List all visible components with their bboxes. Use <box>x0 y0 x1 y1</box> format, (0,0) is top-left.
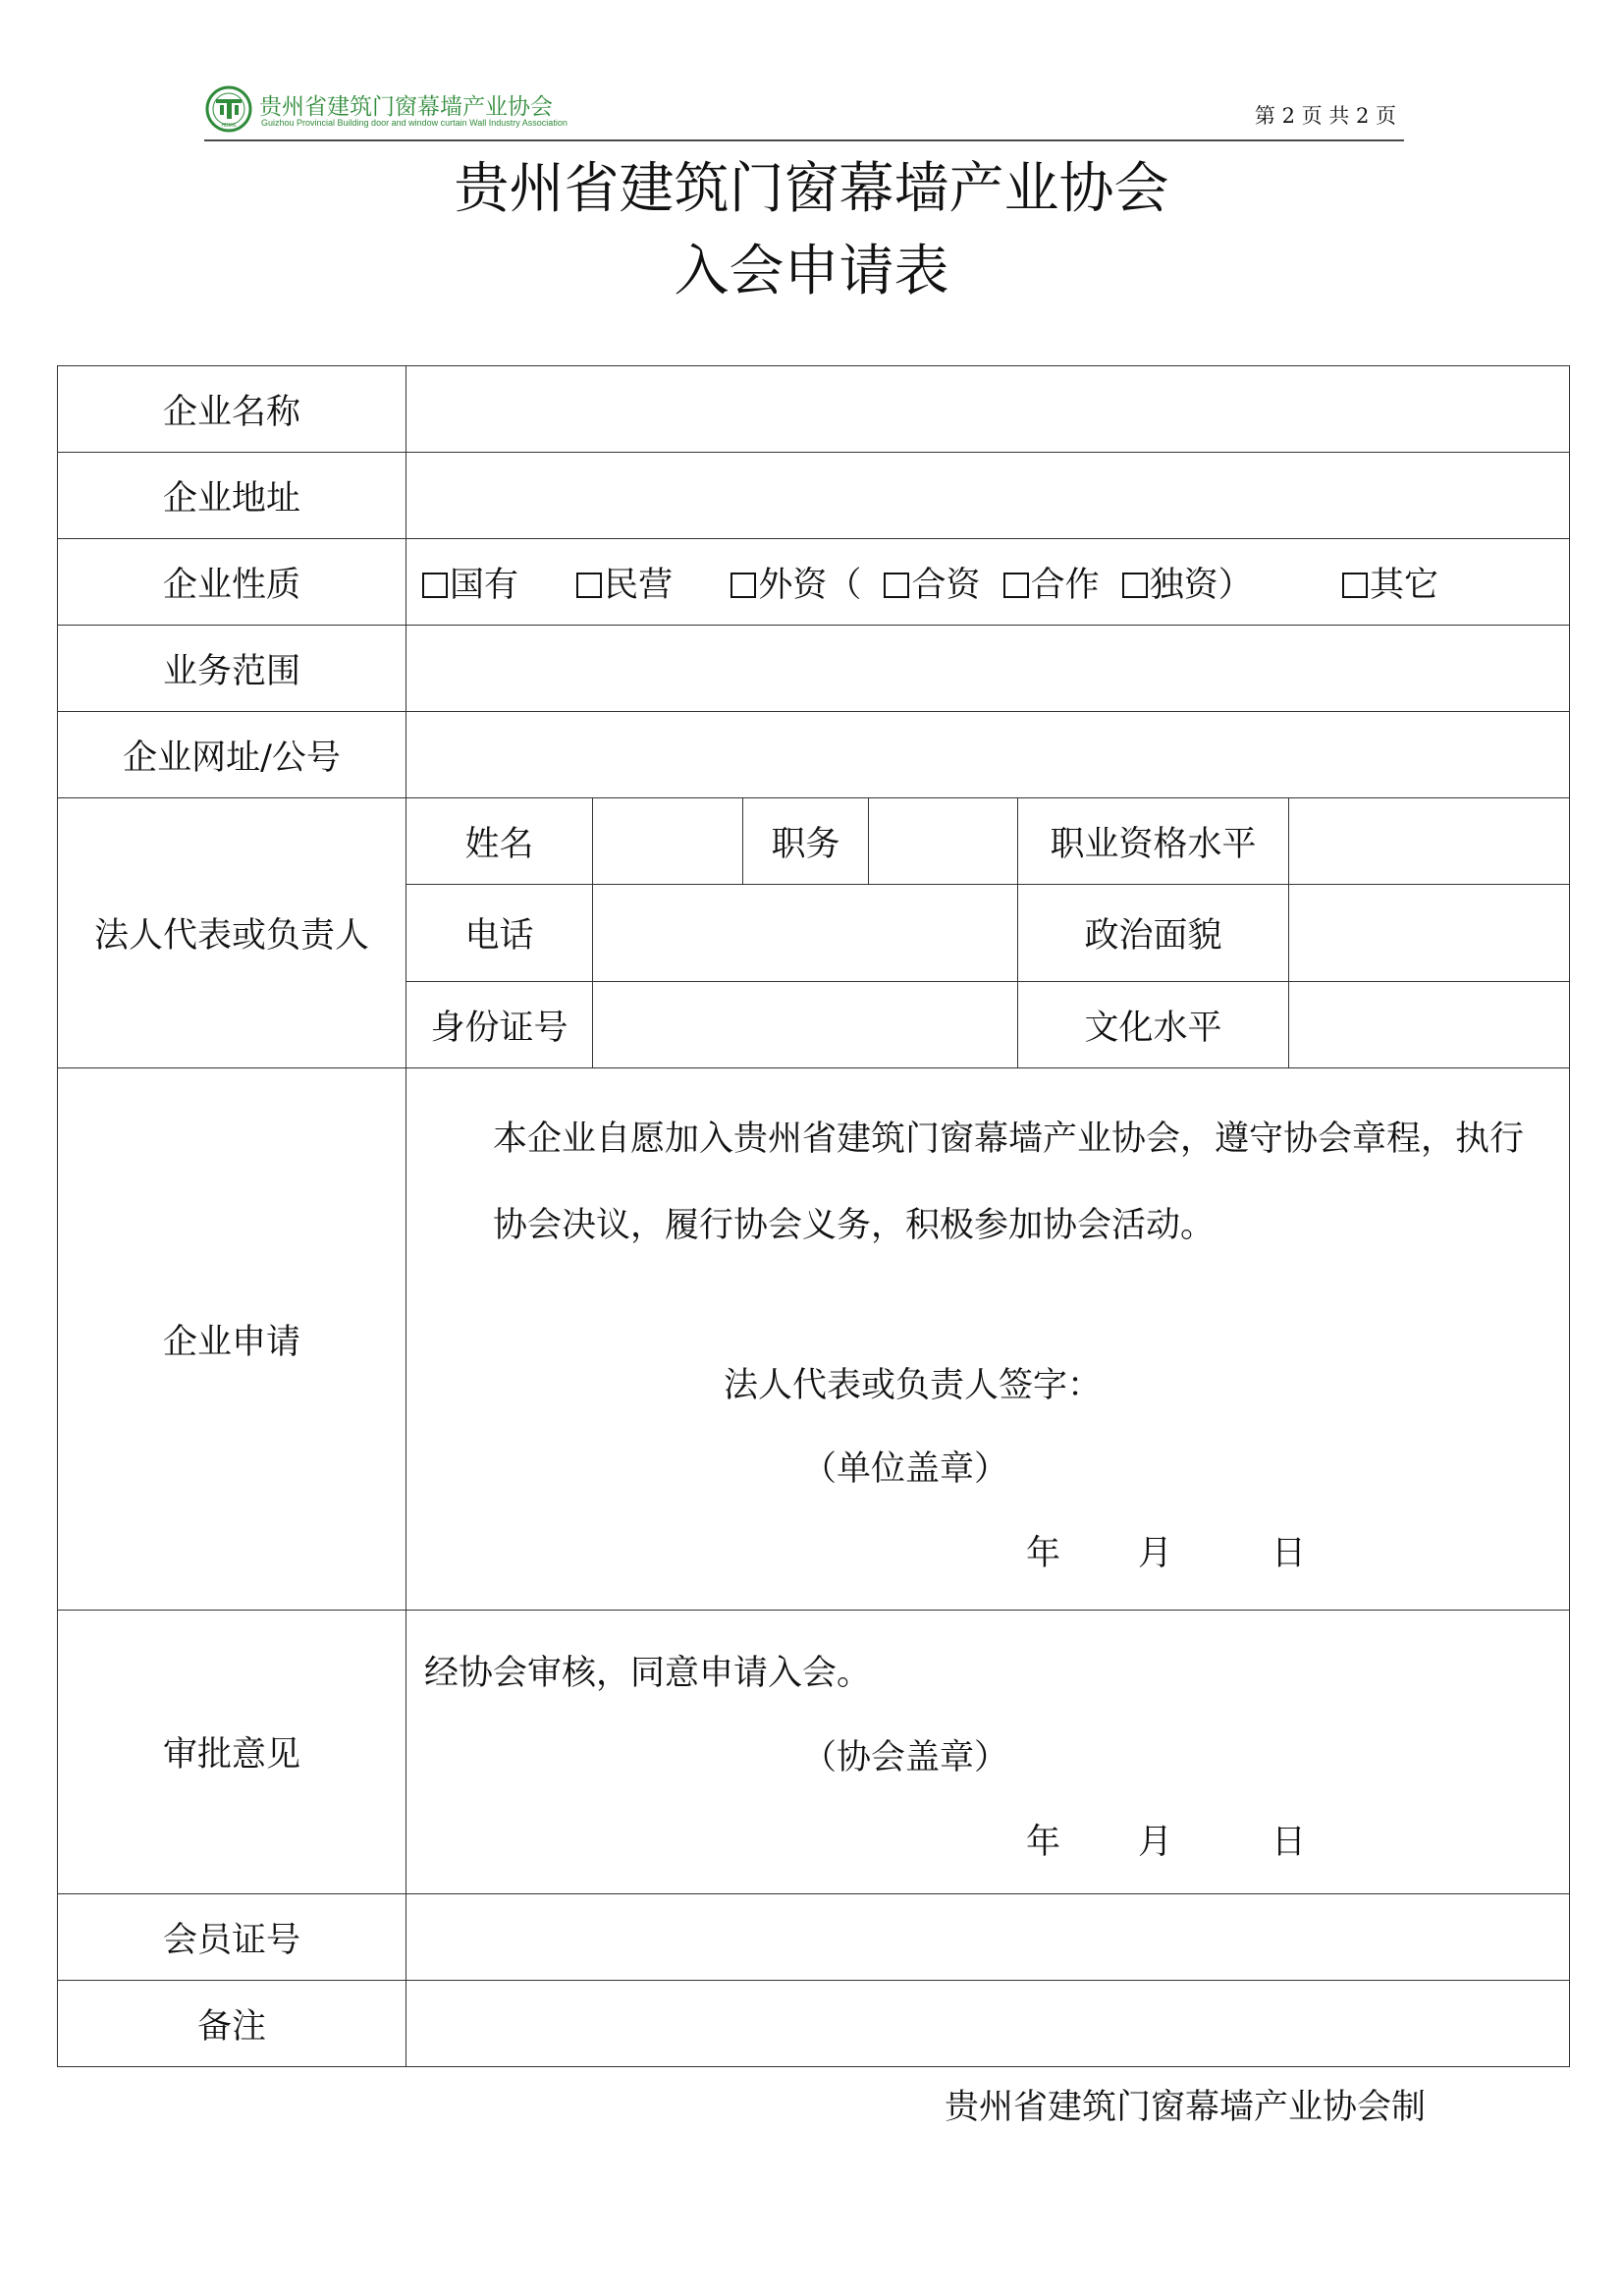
member-no-label: 会员证号 <box>58 1894 406 1981</box>
association-seal-label: （协会盖章） <box>802 1738 1009 1777</box>
political-field[interactable] <box>1289 885 1570 982</box>
name-label: 姓名 <box>406 798 593 885</box>
row-legal-rep-1 <box>58 798 1570 885</box>
membership-application-form <box>57 365 1570 2067</box>
row-approval <box>58 1611 1570 1894</box>
position-label: 职务 <box>743 798 869 885</box>
qualification-field[interactable] <box>1289 798 1570 885</box>
nature-option-other[interactable]: 其它 <box>1342 558 1438 607</box>
document-subtitle: 入会申请表 <box>674 240 949 303</box>
phone-field[interactable] <box>593 885 1018 982</box>
page-number: 第 2 页 共 2 页 <box>1254 104 1396 128</box>
nature-option-foreign[interactable]: 外资（ <box>730 558 861 607</box>
approval-cell <box>406 1611 1570 1894</box>
checkbox-icon[interactable] <box>730 573 756 598</box>
remarks-field[interactable] <box>406 1981 1570 2067</box>
company-address-field[interactable] <box>406 453 1570 539</box>
website-field[interactable] <box>406 712 1570 798</box>
logo-chinese-name: 贵州省建筑门窗幕墙产业协会 <box>259 94 553 120</box>
company-name-label: 企业名称 <box>58 366 406 453</box>
position-field[interactable] <box>869 798 1018 885</box>
checkbox-icon[interactable] <box>576 573 602 598</box>
checkbox-icon[interactable] <box>1342 573 1368 598</box>
id-label: 身份证号 <box>406 982 593 1068</box>
row-member-no <box>58 1894 1570 1981</box>
unit-seal-label: （单位盖章） <box>802 1449 1009 1489</box>
approval-label: 审批意见 <box>58 1611 406 1894</box>
document-title: 贵州省建筑门窗幕墙产业协会 <box>454 157 1169 221</box>
row-remarks <box>58 1981 1570 2067</box>
business-scope-label: 业务范围 <box>58 626 406 712</box>
logo-english-name: Guizhou Provincial Building door and window curtain Wall Industry Association <box>261 118 568 128</box>
row-company-nature <box>58 539 1570 626</box>
form-maker-footer: 贵州省建筑门窗幕墙产业协会制 <box>945 2088 1427 2127</box>
approval-statement: 经协会审核，同意申请入会。 <box>424 1654 872 1693</box>
approval-year-label: 年 <box>1026 1823 1061 1862</box>
date-year-label: 年 <box>1026 1534 1061 1573</box>
application-statement: 本企业自愿加入贵州省建筑门窗幕墙产业协会，遵守协会章程，执行协会决议，履行协会义务，积极参加协会活动。 <box>493 1120 1525 1245</box>
education-field[interactable] <box>1289 982 1570 1068</box>
phone-label: 电话 <box>406 885 593 982</box>
nature-option-coop[interactable]: 合作 <box>1003 558 1100 607</box>
nature-option-private[interactable]: 民营 <box>576 558 673 607</box>
association-logo <box>204 84 568 136</box>
website-label: 企业网址/公号 <box>58 712 406 798</box>
date-month-label: 月 <box>1138 1534 1173 1573</box>
company-address-label: 企业地址 <box>58 453 406 539</box>
checkbox-icon[interactable] <box>884 573 909 598</box>
nature-option-joint[interactable]: 合资 <box>884 558 980 607</box>
logo-mark-text: HBMG <box>221 123 237 129</box>
name-field[interactable] <box>593 798 743 885</box>
nature-option-state[interactable]: 国有 <box>422 558 518 607</box>
company-name-field[interactable] <box>406 366 1570 453</box>
page-header <box>204 84 1404 141</box>
signature-label: 法人代表或负责人签字： <box>724 1366 1103 1405</box>
legal-rep-label: 法人代表或负责人 <box>58 798 406 1068</box>
row-website <box>58 712 1570 798</box>
date-day-label: 日 <box>1271 1534 1307 1573</box>
company-nature-label: 企业性质 <box>58 539 406 626</box>
business-scope-field[interactable] <box>406 626 1570 712</box>
application-cell <box>406 1068 1570 1611</box>
member-no-field[interactable] <box>406 1894 1570 1981</box>
row-business-scope <box>58 626 1570 712</box>
education-label: 文化水平 <box>1018 982 1289 1068</box>
qualification-label: 职业资格水平 <box>1018 798 1289 885</box>
checkbox-icon[interactable] <box>422 573 448 598</box>
id-field[interactable] <box>593 982 1018 1068</box>
remarks-label: 备注 <box>58 1981 406 2067</box>
application-label: 企业申请 <box>58 1068 406 1611</box>
logo-emblem-icon <box>204 84 253 134</box>
company-nature-options <box>406 539 1570 626</box>
row-company-address <box>58 453 1570 539</box>
checkbox-icon[interactable] <box>1003 573 1029 598</box>
political-label: 政治面貌 <box>1018 885 1289 982</box>
nature-option-sole[interactable]: 独资） <box>1122 558 1253 607</box>
approval-month-label: 月 <box>1138 1823 1173 1862</box>
approval-day-label: 日 <box>1271 1823 1307 1862</box>
row-application <box>58 1068 1570 1611</box>
row-company-name <box>58 366 1570 453</box>
checkbox-icon[interactable] <box>1122 573 1148 598</box>
